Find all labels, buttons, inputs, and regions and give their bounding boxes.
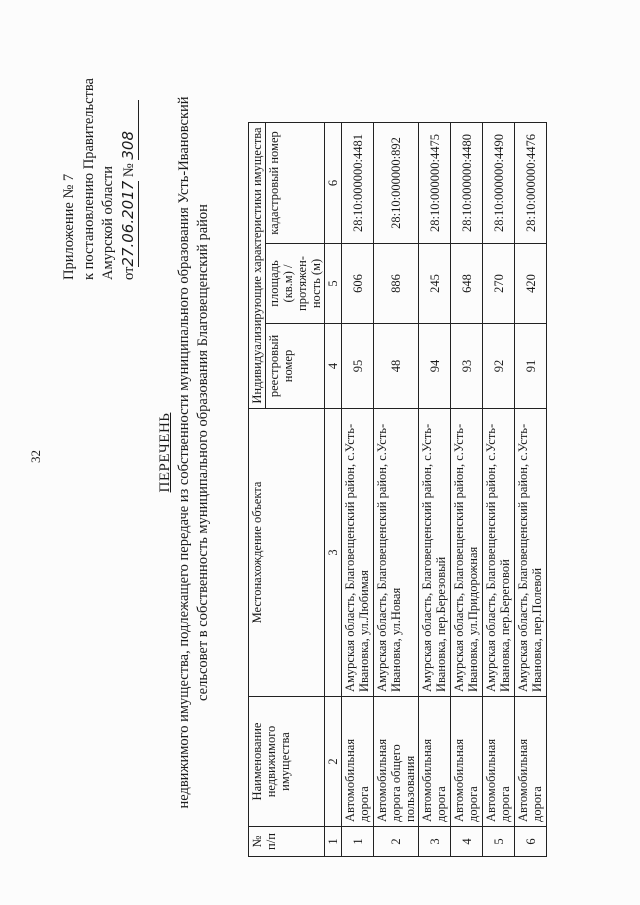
- row-registry: 91: [515, 324, 547, 409]
- row-cadastral: 28:10:000000:4481: [342, 123, 374, 244]
- row-location: Амурская область, Благовещенский район, с.Усть-Ивановка, ул.Любимая: [342, 409, 374, 697]
- table-row: [342, 123, 374, 857]
- row-cadastral: 28:10:000000:4475: [419, 123, 451, 244]
- row-num: 3: [419, 827, 451, 857]
- row-registry: 93: [451, 324, 483, 409]
- row-location: Амурская область, Благовещенский район, с.Усть-Ивановка, пер.Березовый: [419, 409, 451, 697]
- appendix-line: Приложение № 7: [61, 173, 77, 280]
- header-registry: реестровый номер: [266, 324, 325, 409]
- row-area: 648: [451, 244, 483, 324]
- header-num: № п/п: [249, 827, 325, 857]
- appendix-date-line: [119, 10, 140, 280]
- row-location: Амурская область, Благовещенский район, с.Усть-Ивановка, ул.Новая: [374, 409, 419, 697]
- row-area: 245: [419, 244, 451, 324]
- row-registry: 92: [483, 324, 515, 409]
- header-row: [249, 123, 266, 857]
- handwritten-date: 27.06.2017: [119, 181, 140, 267]
- table-row: [483, 123, 515, 857]
- row-cadastral: 28:10:000000:892: [374, 123, 419, 244]
- row-name: Автомобильная дорога: [451, 697, 483, 827]
- row-num: 5: [483, 827, 515, 857]
- row-name: Автомобильная дорога: [515, 697, 547, 827]
- row-registry: 95: [342, 324, 374, 409]
- row-name: Автомобильная дорога: [483, 697, 515, 827]
- row-registry: 94: [419, 324, 451, 409]
- column-number: 1: [325, 827, 342, 857]
- row-area: 270: [483, 244, 515, 324]
- row-area: 606: [342, 244, 374, 324]
- table-row: [451, 123, 483, 857]
- header-location: Местонахождение объекта: [249, 409, 325, 697]
- row-registry: 48: [374, 324, 419, 409]
- column-number-row: [325, 123, 342, 857]
- row-cadastral: 28:10:000000:4480: [451, 123, 483, 244]
- row-num: 4: [451, 827, 483, 857]
- appendix-line: к постановлению Правительства: [80, 78, 97, 280]
- document-heading: ПЕРЕЧЕНЬ: [157, 412, 173, 493]
- row-location: Амурская область, Благовещенский район, с.Усть-Ивановка, пер.Полевой: [515, 409, 547, 697]
- table-row: [515, 123, 547, 857]
- date-prefix: от: [120, 266, 137, 280]
- header-name: Наименование недвижимого имущества: [249, 697, 325, 827]
- row-location: Амурская область, Благовещенский район, с.Усть-Ивановка, пер.Береговой: [483, 409, 515, 697]
- row-area: 420: [515, 244, 547, 324]
- row-num: 6: [515, 827, 547, 857]
- page-number: 32: [28, 450, 43, 463]
- handwritten-number: 308: [119, 100, 140, 160]
- header-characteristics: Индивидуализирующие характеристики имущества: [249, 123, 266, 409]
- column-number: 6: [325, 123, 342, 244]
- row-area: 886: [374, 244, 419, 324]
- row-cadastral: 28:10:000000:4476: [515, 123, 547, 244]
- table-row: [374, 123, 419, 857]
- row-location: Амурская область, Благовещенский район, с.Усть-Ивановка, ул.Придорожная: [451, 409, 483, 697]
- row-cadastral: 28:10:000000:4490: [483, 123, 515, 244]
- row-name: Автомобильная дорога: [419, 697, 451, 827]
- row-name: Автомобильная дорога общего пользования: [374, 697, 419, 827]
- row-num: 2: [374, 827, 419, 857]
- column-number: 2: [325, 697, 342, 827]
- header-cadastral: кадастровый номер: [266, 123, 325, 244]
- appendix-block: [60, 10, 139, 280]
- number-prefix: №: [120, 163, 137, 178]
- column-number: 3: [325, 409, 342, 697]
- row-num: 1: [342, 827, 374, 857]
- property-table: [248, 122, 547, 857]
- header-area: площадь (кв.м) / протяжен-ность (м): [266, 244, 325, 324]
- document-subtitle-line: недвижимого имущества, подлежащего передаче из собственности муниципального образования Усть-Ивановский: [176, 96, 192, 809]
- column-number: 5: [325, 244, 342, 324]
- table-row: [419, 123, 451, 857]
- row-name: Автомобильная дорога: [342, 697, 374, 827]
- appendix-line: Амурской области: [100, 166, 116, 280]
- column-number: 4: [325, 324, 342, 409]
- document-subtitle-line: сельсовет в собственность муниципального образования Благовещенский район: [195, 204, 211, 701]
